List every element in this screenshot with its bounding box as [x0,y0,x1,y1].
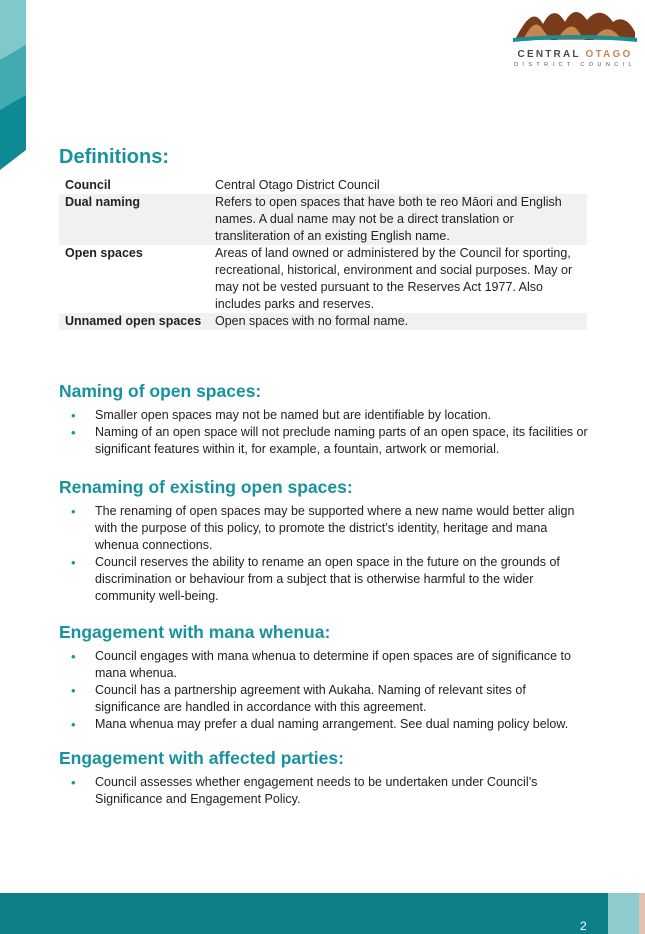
definition-row [59,177,587,194]
bullet-icon: • [71,504,76,519]
logo-wordmark: CENTRAL OTAGO [517,49,633,60]
section-heading: Engagement with mana whenua: [59,622,331,642]
definition-term: Dual naming [59,194,209,245]
section-heading: Engagement with affected parties: [59,748,344,768]
bullet-icon: • [71,555,76,570]
definition-row [59,313,587,330]
section-affected-parties [59,748,594,808]
definition-term: Unnamed open spaces [59,313,209,330]
bullet-icon: • [71,717,76,732]
definition-term: Open spaces [65,246,143,260]
bullet-icon: • [71,775,76,790]
list-item: • Smaller open spaces may not be named but are identifiable by location. [71,408,492,423]
list-item: • Council assesses whether engagement needs to be undertaken under Council’s Significance and Engagement Policy. [71,775,538,806]
footer-bar [0,893,645,934]
bullet-icon: • [71,649,76,664]
bullet-icon: • [71,425,76,440]
list-item: • Council has a partnership agreement with Aukaha. Naming of relevant sites of significance are handled in accordance with this agreement. [71,683,526,714]
list-item: • The renaming of open spaces may be supported where a new name would better align with the purpose of this policy, to promote the district’s identity, heritage and mana whenua connections. [71,504,575,552]
page-number: 2 [580,919,587,933]
section-heading: Naming of open spaces: [59,381,262,401]
corner-decoration [0,0,26,170]
list-item: • Naming of an open space will not preclude naming parts of an open space, its facilities or significant features within it, for example, a fountain, artwork or memorial. [71,425,588,456]
bullet-icon: • [71,683,76,698]
bullet-list [59,648,594,733]
definition-text: Central Otago District Council [215,178,380,192]
section-naming [59,381,594,458]
definition-text: Areas of land owned or administered by the Council for sporting, recreational, historical, environment and social purposes. May or may not be vested pursuant to the Reserves Act 1977. Also includes parks and reserves. [215,246,573,311]
definition-row [59,194,587,245]
definitions-title: Definitions: [59,146,169,168]
footer-accent-edge [639,893,645,934]
list-item: • Council engages with mana whenua to determine if open spaces are of significance to mana whenua. [71,649,571,680]
mountains-logo-icon [513,6,637,44]
council-logo [511,6,639,68]
bullet-list [59,503,594,605]
definitions-table [59,177,587,330]
bullet-list [59,774,594,808]
section-heading: Renaming of existing open spaces: [59,477,353,497]
section-renaming [59,477,594,605]
bullet-icon: • [71,408,76,423]
definition-text: Open spaces with no formal name. [209,313,587,330]
footer-accent [608,893,639,934]
definition-term: Council [65,178,111,192]
bullet-list [59,407,594,458]
list-item: • Mana whenua may prefer a dual naming arrangement. See dual naming policy below. [71,717,569,732]
definition-row [59,245,587,313]
section-mana-whenua [59,622,594,733]
logo-subtitle: DISTRICT COUNCIL [514,62,636,68]
definition-text: Refers to open spaces that have both te reo Māori and English names. A dual name may not be a direct translation or transliteration of an existing English name. [209,194,587,245]
list-item: • Council reserves the ability to rename an open space in the future on the grounds of discrimination or behaviour from a subject that is otherwise harmful to the wider community well-being. [71,555,560,603]
definitions-section [59,146,589,330]
